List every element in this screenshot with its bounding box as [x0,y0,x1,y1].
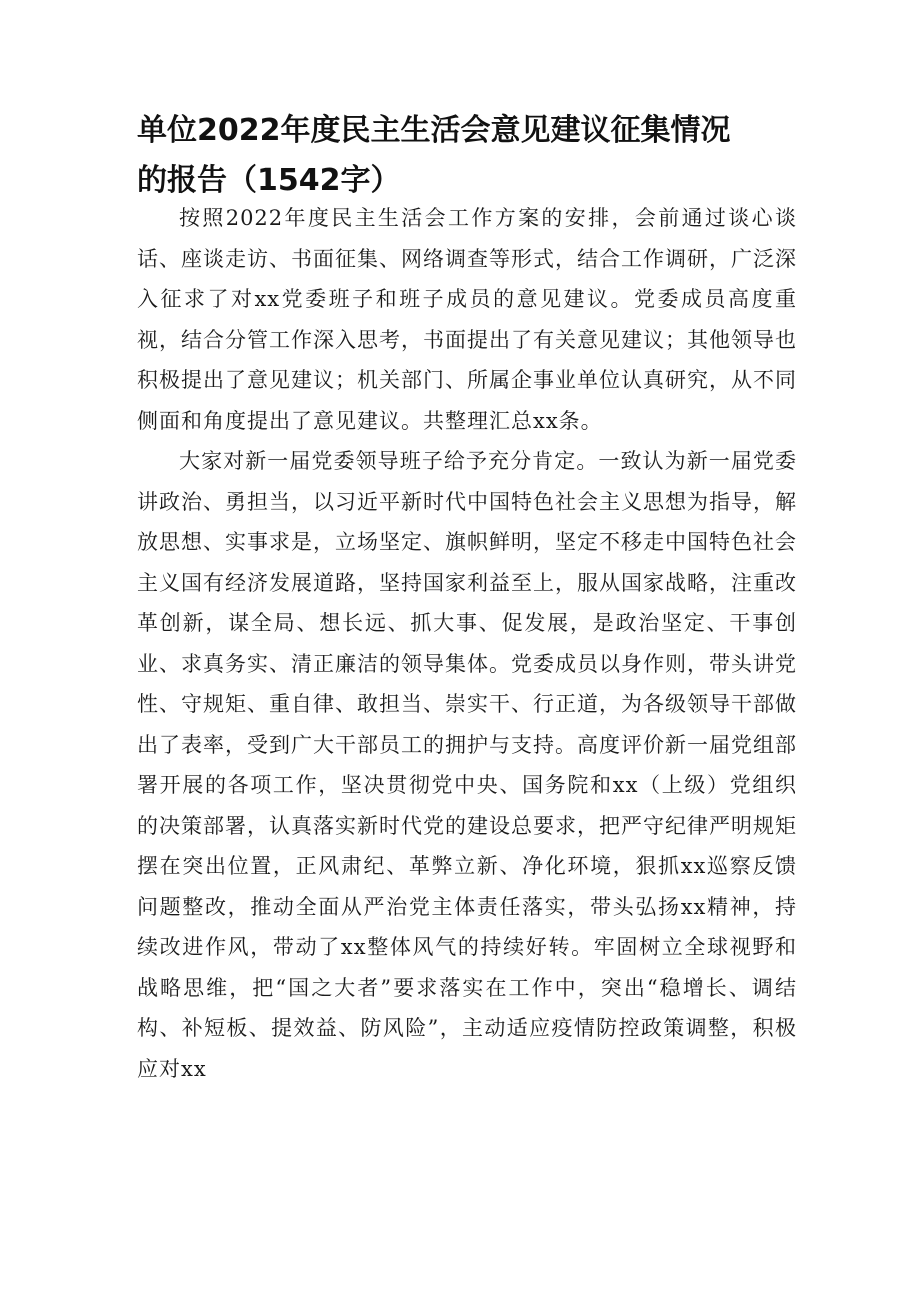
paragraph-2: 大家对新一届党委领导班子给予充分肯定。一致认为新一届党委讲政治、勇担当，以习近平新时代中国特色社会主义思想为指导，解放思想、实事求是，立场坚定、旗帜鲜明，坚定不移走中国特色社会主义国有经济发展道路，坚持国家利益至上，服从国家战略，注重改革创新，谋全局、想长远、抓大事、促发展，是政治坚定、干事创业、求真务实、清正廉洁的领导集体。党委成员以身作则，带头讲党性、守规矩、重自律、敢担当、崇实干、行正道，为各级领导干部做出了表率，受到广大干部员工的拥护与支持。高度评价新一届党组部署开展的各项工作，坚决贯彻党中央、国务院和xx（上级）党组织的决策部署，认真落实新时代党的建设总要求，把严守纪律严明规矩摆在突出位置，正风肃纪、革弊立新、净化环境，狠抓xx巡察反馈问题整改，推动全面从严治党主体责任落实，带头弘扬xx精神，持续改进作风，带动了xx整体风气的持续好转。牢固树立全球视野和战略思维，把“国之大者”要求落实在工作中，突出“稳增长、调结构、补短板、提效益、防风险”，主动适应疫情防控政策调整，积极应对xx [137,449,797,1081]
document-body [137,198,797,1089]
document-title: 单位2022年度民主生活会意见建议征集情况 的报告（1542字） [137,113,731,198]
paragraph-1: 按照2022年度民主生活会工作方案的安排，会前通过谈心谈话、座谈走访、书面征集、网络调查等形式，结合工作调研，广泛深入征求了对xx党委班子和班子成员的意见建议。党委成员高度重视，结合分管工作深入思考，书面提出了有关意见建议；其他领导也积极提出了意见建议；机关部门、所属企事业单位认真研究，从不同侧面和角度提出了意见建议。共整理汇总xx条。 [137,206,797,433]
